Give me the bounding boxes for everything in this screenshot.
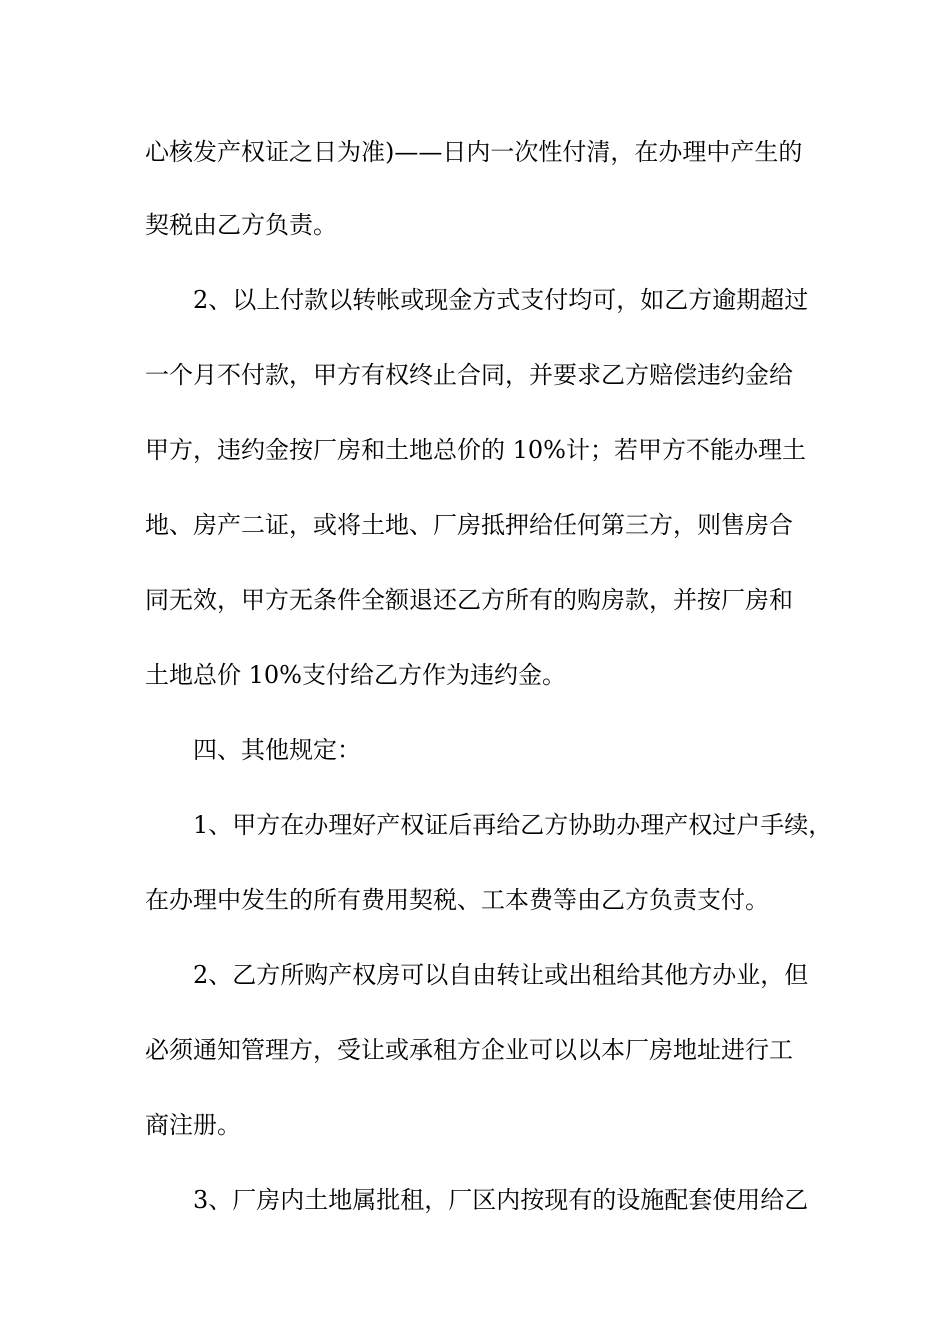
text-line: 地、房产二证，或将土地、厂房抵押给任何第三方，则售房合	[145, 511, 793, 539]
text-line: 2、乙方所购产权房可以自由转让或出租给其他方办业，但	[193, 961, 809, 989]
text-line: 商注册。	[145, 1111, 241, 1139]
text-line: 同无效，甲方无条件全额退还乙方所有的购房款，并按厂房和	[145, 586, 793, 614]
text-line: 2、以上付款以转帐或现金方式支付均可，如乙方逾期超过	[193, 286, 809, 314]
text-line: 1、甲方在办理好产权证后再给乙方协助办理产权过户手续，	[193, 811, 833, 839]
section-heading: 四、其他规定：	[193, 736, 361, 764]
text-line: 土地总价 10%支付给乙方作为违约金。	[145, 661, 566, 689]
text-line: 必须通知管理方，受让或承租方企业可以以本厂房地址进行工	[145, 1036, 793, 1064]
text-line: 契税由乙方负责。	[145, 211, 337, 239]
text-line: 甲方，违约金按厂房和土地总价的 10%计；若甲方不能办理土	[145, 436, 806, 464]
text-line: 3、厂房内土地属批租，厂区内按现有的设施配套使用给乙	[193, 1186, 809, 1214]
text-line: 一个月不付款，甲方有权终止合同，并要求乙方赔偿违约金给	[145, 361, 793, 389]
text-line: 在办理中发生的所有费用契税、工本费等由乙方负责支付。	[145, 886, 769, 914]
text-line: 心核发产权证之日为准)——日内一次性付清，在办理中产生的	[145, 138, 803, 166]
